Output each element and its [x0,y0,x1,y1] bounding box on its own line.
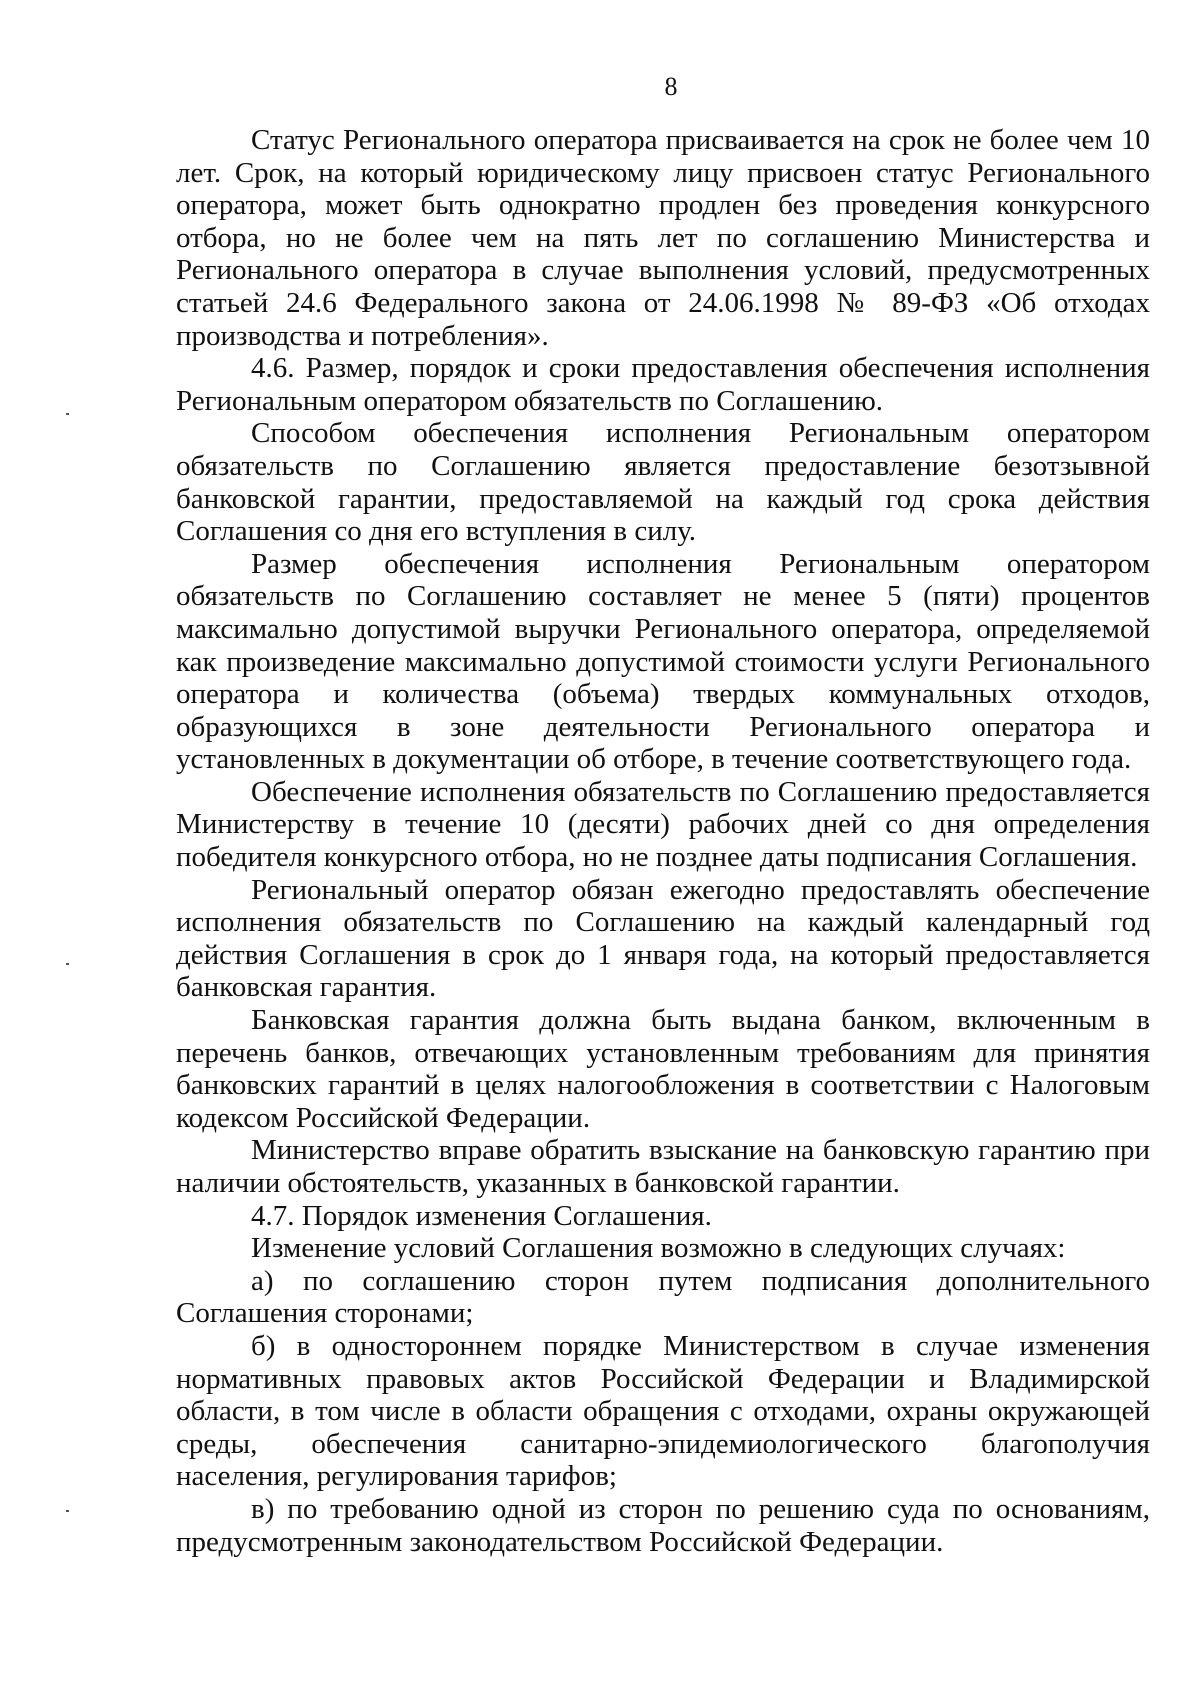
section-heading-4-6: 4.6. Размер, порядок и сроки предоставления обеспечения исполнения Региональным оператором обязательств по Соглашению. [176,352,1150,417]
paragraph-security-amount: Размер обеспечения исполнения Региональным оператором обязательств по Соглашению составляет не менее 5 (пяти) процентов максимально допустимой выручки Регионального оператора, определяемой как произведение максимально допустимой стоимости услуги Регионального оператора и количества (объема) твердых коммунальных отходов, образующихся в зоне деятельности Регионального оператора и установленных в документации об отборе, в течение соответствующего года. [176,547,1150,776]
scan-artifact-dot [66,413,69,415]
paragraph-regional-operator-status: Статус Регионального оператора присваивается на срок не более чем 10 лет. Срок, на который юридическому лицу присвоен статус Регионального оператора, может быть однократно продлен без проведения конкурсного отбора, но не более чем на пять лет по соглашению Министерства и Регионального оператора в случае выполнения условий, предусмотренных статьей 24.6 Федерального закона от 24.06.1998 № 89-ФЗ «Об отходах производства и потребления». [176,124,1150,352]
list-item-a: а) по соглашению сторон путем подписания дополнительного Соглашения сторонами; [176,1264,1150,1330]
paragraph-security-method: Способом обеспечения исполнения Региональным оператором обязательств по Соглашению является предоставление безотзывной банковской гарантии, предоставляемой на каждый год срока действия Соглашения со дня его вступления в силу. [176,417,1150,548]
list-item-c: в) по требованию одной из сторон по решению суда по основаниям, предусмотренным законодательством Российской Федерации. [176,1492,1150,1558]
scan-artifact-dot [66,963,69,965]
paragraph-change-cases-intro: Изменение условий Соглашения возможно в следующих случаях: [251,1232,1066,1265]
paragraph-annual-security: Региональный оператор обязан ежегодно предоставлять обеспечение исполнения обязательств по Соглашению на каждый календарный год действия Соглашения в срок до 1 января года, на который предоставляется банковская гарантия. [176,873,1150,1004]
page-number: 8 [664,72,678,101]
scan-artifact-dot [66,1510,69,1512]
paragraph-ministry-recovery: Министерство вправе обратить взыскание на банковскую гарантию при наличии обстоятельств, указанных в банковской гарантии. [176,1134,1150,1199]
paragraph-security-deadline: Обеспечение исполнения обязательств по Соглашению предоставляется Министерству в течение 10 (десяти) рабочих дней со дня определения победителя конкурсного отбора, но не позднее даты подписания Соглашения. [176,775,1150,874]
list-item-b: б) в одностороннем порядке Министерством в случае изменения нормативных правовых актов Российской Федерации и Владимирской области, в том числе в области обращения с отходами, охраны окружающей среды, обеспечения санитарно-эпидемиологического благополучия населения, регулирования тарифов; [176,1329,1150,1493]
section-heading-4-7: 4.7. Порядок изменения Соглашения. [251,1199,712,1232]
paragraph-bank-requirements: Банковская гарантия должна быть выдана банком, включенным в перечень банков, отвечающих установленным требованиям для принятия банковских гарантий в целях налогообложения в соответствии с Налоговым кодексом Российской Федерации. [176,1004,1150,1134]
document-body [176,124,1150,1558]
